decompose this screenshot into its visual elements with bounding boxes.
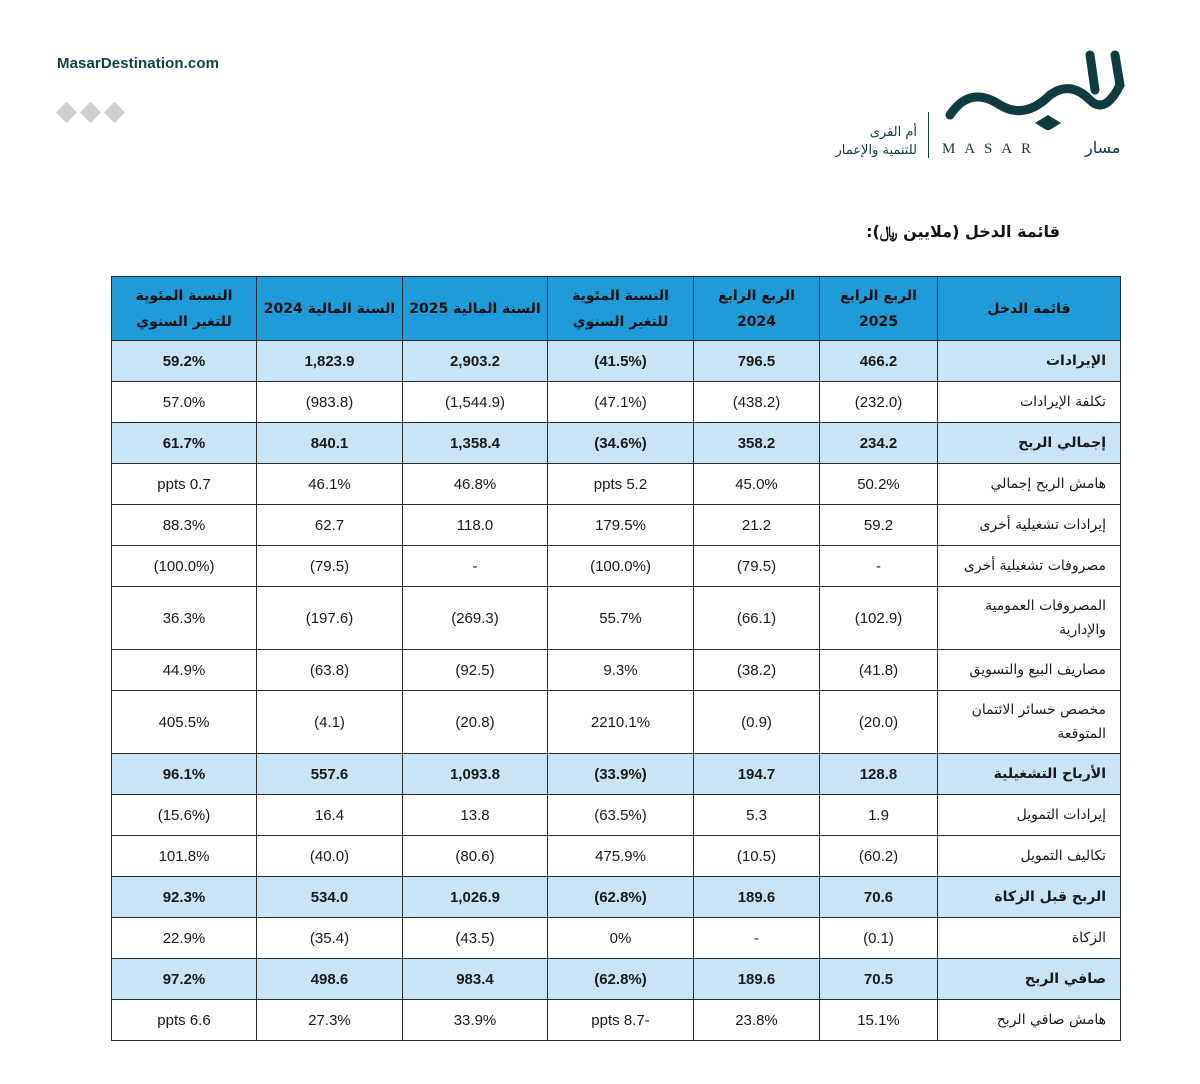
value-cell: 358.2	[694, 423, 820, 464]
header-cell: الربع الرابع 2024	[694, 277, 820, 341]
row-label: الإيرادات	[938, 341, 1121, 382]
value-cell: (983.8)	[257, 382, 403, 423]
table-row	[112, 341, 1121, 382]
value-cell: 36.3%	[112, 587, 257, 650]
table-row	[112, 382, 1121, 423]
value-cell: 70.6	[820, 877, 938, 918]
value-cell: 179.5%	[548, 505, 694, 546]
value-cell: (269.3)	[403, 587, 548, 650]
value-cell: 9.3%	[548, 650, 694, 691]
value-cell: 13.8	[403, 795, 548, 836]
value-cell: 1,026.9	[403, 877, 548, 918]
value-cell: (15.6%)	[112, 795, 257, 836]
value-cell: 5.3	[694, 795, 820, 836]
value-cell: -8.7 ppts	[548, 1000, 694, 1041]
value-cell: 2,903.2	[403, 341, 548, 382]
brand-arabic: مسار	[1085, 138, 1121, 157]
value-cell: 5.2 ppts	[548, 464, 694, 505]
value-cell: (4.1)	[257, 691, 403, 754]
value-cell: 57.0%	[112, 382, 257, 423]
value-cell: 118.0	[403, 505, 548, 546]
decorative-diamonds	[57, 101, 124, 124]
org-line-1: أم القرى	[869, 125, 917, 140]
row-label: صافي الربح	[938, 959, 1121, 1000]
value-cell: (34.6%)	[548, 423, 694, 464]
table-row	[112, 587, 1121, 650]
value-cell: 46.8%	[403, 464, 548, 505]
value-cell: 128.8	[820, 754, 938, 795]
value-cell: 33.9%	[403, 1000, 548, 1041]
value-cell: 189.6	[694, 959, 820, 1000]
value-cell: 1.9	[820, 795, 938, 836]
row-label: مصروفات تشغيلية أخرى	[938, 546, 1121, 587]
value-cell: (0.9)	[694, 691, 820, 754]
value-cell: 796.5	[694, 341, 820, 382]
row-label: الربح قبل الزكاة	[938, 877, 1121, 918]
value-cell: 405.5%	[112, 691, 257, 754]
value-cell: (102.9)	[820, 587, 938, 650]
row-label: هامش صافي الربح	[938, 1000, 1121, 1041]
value-cell: 1,358.4	[403, 423, 548, 464]
value-cell: 23.8%	[694, 1000, 820, 1041]
value-cell: (79.5)	[257, 546, 403, 587]
value-cell: (0.1)	[820, 918, 938, 959]
value-cell: 45.0%	[694, 464, 820, 505]
income-statement-table	[111, 276, 1121, 1041]
header-cell: النسبة المئوية للتغير السنوي	[112, 277, 257, 341]
value-cell: 46.1%	[257, 464, 403, 505]
value-cell: (43.5)	[403, 918, 548, 959]
value-cell: (20.8)	[403, 691, 548, 754]
value-cell: (100.0%)	[112, 546, 257, 587]
value-cell: (41.5%)	[548, 341, 694, 382]
value-cell: 59.2%	[112, 341, 257, 382]
value-cell: (40.0)	[257, 836, 403, 877]
value-cell: 466.2	[820, 341, 938, 382]
value-cell: (35.4)	[257, 918, 403, 959]
row-label: الزكاة	[938, 918, 1121, 959]
value-cell: 189.6	[694, 877, 820, 918]
header-cell: السنة المالية 2024	[257, 277, 403, 341]
row-label: إيرادات التمويل	[938, 795, 1121, 836]
value-cell: 983.4	[403, 959, 548, 1000]
table-row	[112, 505, 1121, 546]
value-cell: 1,093.8	[403, 754, 548, 795]
value-cell: 59.2	[820, 505, 938, 546]
value-cell: 498.6	[257, 959, 403, 1000]
value-cell: 840.1	[257, 423, 403, 464]
table-row	[112, 464, 1121, 505]
diamond-shape	[80, 102, 101, 123]
value-cell: 0%	[548, 918, 694, 959]
row-label: هامش الربح إجمالي	[938, 464, 1121, 505]
table-row	[112, 423, 1121, 464]
value-cell: -	[820, 546, 938, 587]
value-cell: (79.5)	[694, 546, 820, 587]
table-row	[112, 877, 1121, 918]
row-label: إيرادات تشغيلية أخرى	[938, 505, 1121, 546]
value-cell: (80.6)	[403, 836, 548, 877]
value-cell: (62.8%)	[548, 877, 694, 918]
row-label: الأرباح التشغيلية	[938, 754, 1121, 795]
value-cell: 15.1%	[820, 1000, 938, 1041]
value-cell: (10.5)	[694, 836, 820, 877]
value-cell: 16.4	[257, 795, 403, 836]
table-row	[112, 546, 1121, 587]
value-cell: 534.0	[257, 877, 403, 918]
table-row	[112, 918, 1121, 959]
value-cell: (438.2)	[694, 382, 820, 423]
value-cell: 70.5	[820, 959, 938, 1000]
table-row	[112, 795, 1121, 836]
value-cell: 44.9%	[112, 650, 257, 691]
header-cell: السنة المالية 2025	[403, 277, 548, 341]
value-cell: 92.3%	[112, 877, 257, 918]
value-cell: 194.7	[694, 754, 820, 795]
diamond-shape	[104, 102, 125, 123]
value-cell: 2210.1%	[548, 691, 694, 754]
row-label: إجمالي الربح	[938, 423, 1121, 464]
value-cell: (20.0)	[820, 691, 938, 754]
table-row	[112, 1000, 1121, 1041]
value-cell: -	[694, 918, 820, 959]
value-cell: (60.2)	[820, 836, 938, 877]
header-cell: النسبة المئوية للتغير السنوي	[548, 277, 694, 341]
value-cell: 62.7	[257, 505, 403, 546]
header-cell: قائمة الدخل	[938, 277, 1121, 341]
value-cell: 50.2%	[820, 464, 938, 505]
value-cell: (63.5%)	[548, 795, 694, 836]
value-cell: 27.3%	[257, 1000, 403, 1041]
section-title: قائمة الدخل (ملايين ﷼):	[866, 222, 1060, 241]
value-cell: 557.6	[257, 754, 403, 795]
value-cell: 55.7%	[548, 587, 694, 650]
value-cell: (63.8)	[257, 650, 403, 691]
org-line-2: للتنمية والإعمار	[835, 143, 917, 158]
value-cell: (232.0)	[820, 382, 938, 423]
row-label: تكاليف التمويل	[938, 836, 1121, 877]
value-cell: (1,544.9)	[403, 382, 548, 423]
value-cell: (62.8%)	[548, 959, 694, 1000]
row-label: مصاريف البيع والتسويق	[938, 650, 1121, 691]
value-cell: 61.7%	[112, 423, 257, 464]
value-cell: (92.5)	[403, 650, 548, 691]
value-cell: (100.0%)	[548, 546, 694, 587]
diamond-shape	[56, 102, 77, 123]
value-cell: 97.2%	[112, 959, 257, 1000]
table-header-row	[112, 277, 1121, 341]
value-cell: 0.7 ppts	[112, 464, 257, 505]
value-cell: (47.1%)	[548, 382, 694, 423]
org-name	[836, 124, 917, 160]
value-cell: 22.9%	[112, 918, 257, 959]
value-cell: (197.6)	[257, 587, 403, 650]
value-cell: 101.8%	[112, 836, 257, 877]
value-cell: (38.2)	[694, 650, 820, 691]
value-cell: 475.9%	[548, 836, 694, 877]
value-cell: 6.6 ppts	[112, 1000, 257, 1041]
value-cell: (33.9%)	[548, 754, 694, 795]
value-cell: 88.3%	[112, 505, 257, 546]
value-cell: 21.2	[694, 505, 820, 546]
header-cell: الربع الرابع 2025	[820, 277, 938, 341]
row-label: تكلفة الإيرادات	[938, 382, 1121, 423]
row-label: المصروفات العمومية والإدارية	[938, 587, 1121, 650]
value-cell: 234.2	[820, 423, 938, 464]
brand-latin: M A S A R	[942, 141, 1035, 157]
table-row	[112, 836, 1121, 877]
masar-logo-mark	[930, 45, 1135, 130]
value-cell: (66.1)	[694, 587, 820, 650]
table-row	[112, 650, 1121, 691]
value-cell: -	[403, 546, 548, 587]
row-label: مخصص خسائر الائتمان المتوقعة	[938, 691, 1121, 754]
logo-separator	[928, 112, 929, 158]
table-row	[112, 959, 1121, 1000]
site-url: MasarDestination.com	[57, 55, 220, 72]
table-row	[112, 754, 1121, 795]
value-cell: (41.8)	[820, 650, 938, 691]
value-cell: 1,823.9	[257, 341, 403, 382]
value-cell: 96.1%	[112, 754, 257, 795]
table-row	[112, 691, 1121, 754]
